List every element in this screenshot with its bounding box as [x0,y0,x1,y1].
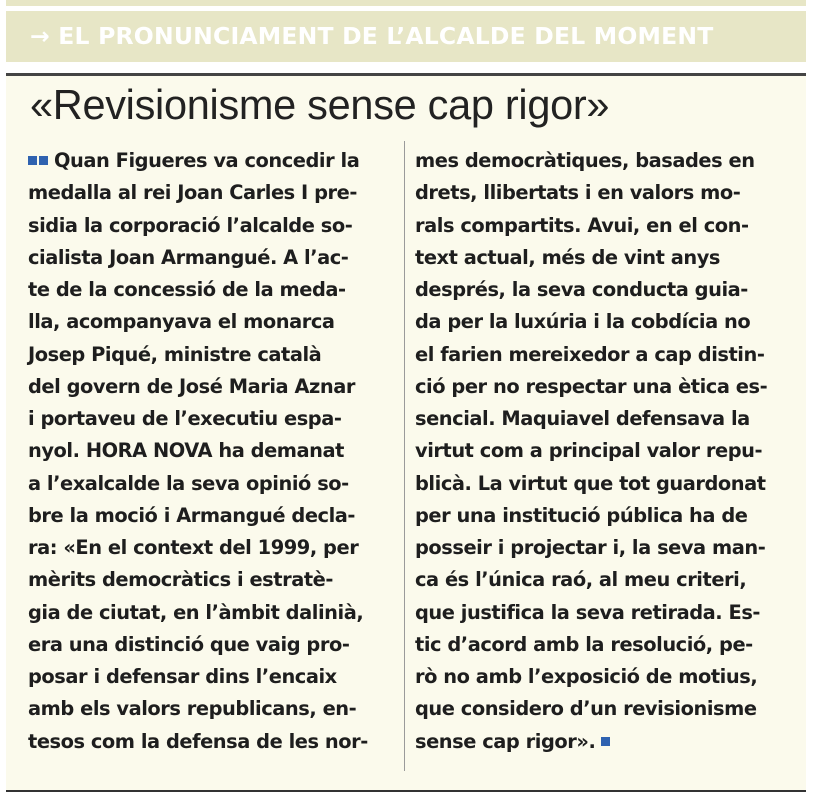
text-line [415,177,791,209]
line-text: ció per no respectar una ètica es- [415,374,768,398]
line-text: rò no amb l’exposició de motius, [415,665,758,688]
text-line [28,726,390,758]
line-text: era una distinció que vaig pro- [28,632,350,656]
text-line [28,145,390,177]
line-text: blicà. La virtut que tot guardonat [415,471,766,495]
line-text: després, la seva conducta guia- [415,278,748,301]
end-mark-square-icon [601,737,610,746]
line-text: el farien mereixedor a cap distin- [415,342,765,366]
text-line [28,274,390,306]
text-line [28,403,390,435]
right-column [415,145,791,758]
line-text: a l’exalcalde la seva opinió so- [28,471,349,495]
line-text: mèrits democràtics i estratè- [28,568,333,592]
line-text: virtut com a principal valor repu- [415,439,763,463]
line-text: i portaveu de l’executiu espa- [28,407,342,430]
text-line [415,306,791,338]
text-line [415,403,791,435]
text-line [28,661,390,693]
text-line [415,629,791,661]
paragraph-start-square-icon [28,156,37,165]
text-line [415,693,791,725]
line-text: mes democràtiques, basades en [415,149,755,172]
text-line [28,597,390,629]
line-text: amb els valors republicans, en- [28,697,357,721]
article-title: «Revisionisme sense cap rigor» [30,81,610,128]
text-line [415,210,791,242]
left-column [28,145,390,758]
line-text: tesos com la defensa de les nor- [28,729,368,753]
line-text: lla, acompanyava el monarca [28,310,335,334]
line-text: nyol. HORA NOVA ha demanat [28,439,344,463]
text-line [415,661,791,693]
line-text: da per la luxúria i la cobdícia no [415,310,751,334]
line-text: posar i defensar dins l’encaix [28,665,337,688]
line-text: per una institució pública ha de [415,503,748,527]
text-line [415,435,791,467]
line-text: sencial. Maquiavel defensava la [415,407,750,430]
line-text: bre la moció i Armangué decla- [28,503,356,527]
line-text: ra: «En el context del 1999, per [28,536,359,559]
text-line [415,564,791,596]
line-text: cialista Joan Armangué. A l’ac- [28,245,349,269]
line-text: Quan Figueres va concedir la [54,149,360,172]
text-line [28,242,390,274]
text-line [28,564,390,596]
text-line [28,210,390,242]
text-line [28,177,390,209]
text-line [415,339,791,371]
line-text: ca és l’única raó, al meu criteri, [415,568,747,592]
line-text: tic d’acord amb la resolució, pe- [415,632,753,656]
line-text: que considero d’un revisionisme [415,697,757,721]
text-line [28,468,390,500]
section-header-label: → EL PRONUNCIAMENT DE L’ALCALDE DEL MOMENT [30,22,714,50]
paragraph-start-square-icon [39,156,48,165]
text-line [28,532,390,564]
top-decorative-bar [6,0,806,6]
text-line [28,339,390,371]
text-line [28,435,390,467]
text-line [28,629,390,661]
text-line [415,500,791,532]
line-text: drets, llibertats i en valors mo- [415,181,741,205]
line-text: rals compartits. Avui, en el con- [415,213,749,237]
text-line [415,468,791,500]
line-text: Josep Piqué, ministre català [28,342,322,366]
line-text: medalla al rei Joan Carles I pre- [28,181,357,205]
text-line [415,597,791,629]
line-text: te de la concessió de la meda- [28,278,346,301]
line-text: posseir i projectar i, la seva man- [415,536,766,559]
text-line [28,693,390,725]
line-text: que justifica la seva retirada. Es- [415,600,761,624]
text-line [415,371,791,403]
text-line [415,145,791,177]
text-line [415,726,791,758]
text-line [28,371,390,403]
text-line [415,274,791,306]
line-text: text actual, més de vint anys [415,245,721,269]
text-line [415,242,791,274]
column-divider [404,141,405,771]
line-text: del govern de José Maria Aznar [28,374,355,398]
text-line [28,500,390,532]
text-line [415,532,791,564]
line-text: sidia la corporació l’alcalde so- [28,213,353,237]
section-header [6,11,806,62]
text-line [28,306,390,338]
line-text: gia de ciutat, en l’àmbit dalinià, [28,600,364,624]
article-box [6,73,806,792]
line-text: sense cap rigor». [415,729,596,753]
